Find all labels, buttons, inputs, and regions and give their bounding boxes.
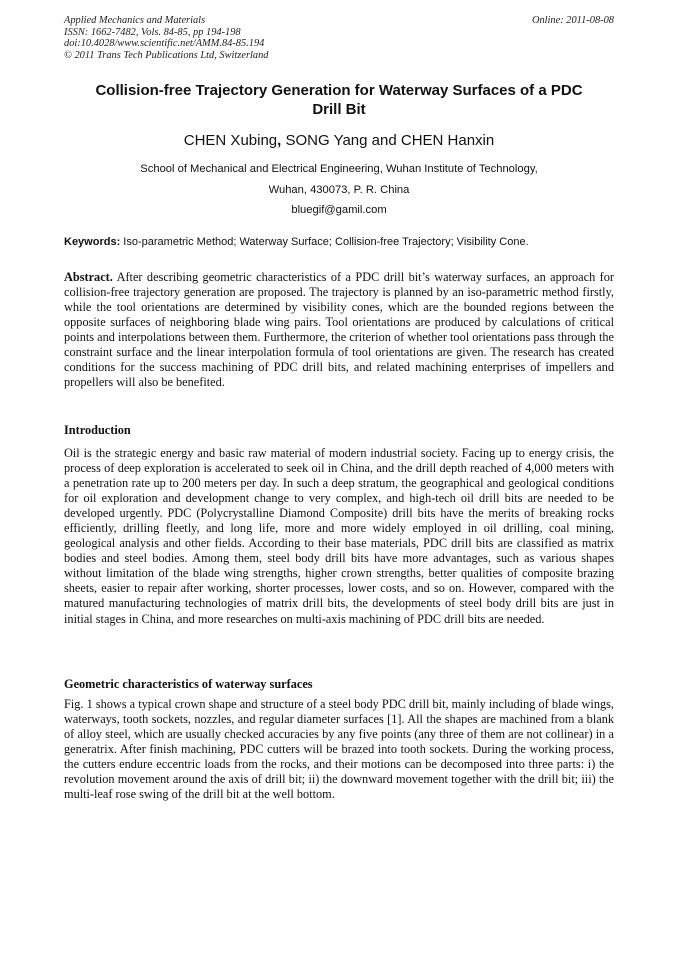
copyright-line: © 2011 Trans Tech Publications Ltd, Switzerland [64,49,269,61]
author-2: SONG Yang [281,132,368,149]
abstract [64,270,614,390]
geometric-characteristics-paragraph: Fig. 1 shows a typical crown shape and structure of a steel body PDC drill bit, mainly including of blade wings, waterways, tooth sockets, nozzles, and regular diameter surfaces [1]. All the shapes are machined from a blank of alloy steel, which are usually checked accuracies by any five points (any three of them are not collinear) in a generatrix. After finish machining, PDC cutters will be brazed into tooth sockets. During the working process, the cutters endure eccentric loads from the rocks, and their motions can be decomposed into three parts: i) the revolution movement around the axis of drill bit; ii) the downward movement together with the drill bit; iii) the multi-leaf rose swing of the drill bit at the well bottom. [64,697,614,802]
online-date: Online: 2011-08-08 [531,15,614,26]
doi-line: doi:10.4028/www.scientific.net/AMM.84-85.194 [64,38,265,50]
affiliation-line-1: School of Mechanical and Electrical Engineering, Wuhan Institute of Technology, [140,163,538,175]
abstract-text: After describing geometric characteristics of a PDC drill bit’s waterway surfaces, an approach for collision-free trajectory generation are proposed. The trajectory is planned by an iso-parametric method firstly, while the tool orientations are determined by visibility cones, which are the bounded regions between the opposite surfaces of neighboring blade wing pairs. Tool orientations are produced by calculations of critical points and interpolations between them. Furthermore, the criterion of whether tool orientations pass through the constraint surface and the linear interpolation formula of tool orientations are given. The research has created conditions for the success machining of PDC drill bits, and related machining enterprises of impellers and propellers will also be benefited. [64,270,614,390]
affiliation [64,159,614,221]
abstract-label: Abstract. [64,270,113,284]
author-email: bluegif@gamil.com [291,204,387,216]
keywords [64,235,624,250]
keywords-label: Keywords: [64,236,121,248]
introduction-paragraph: Oil is the strategic energy and basic raw material of modern industrial society. Facing up to energy crisis, the process of deep exploration is accelerated to seek oil in China, and the drill depth reached of 4,000 meters with a penetration rate up to 200 meters per day. In such a deep stratum, the geographical and geological conditions for oil exploration and development change to very complex, and high-tech oil drill bits are needed to be developed urgently. PDC (Polycrystalline Diamond Composite) drill bits have the merits of breaking rocks efficiently, drilling fleetly, and long life, more and more widely employed in oil drilling, coal mining, geological analysis and other fields. According to their base materials, PDC drill bits are classified as matrix bodies and steel bodies. Among them, steel body drill bits have more advantages, such as various shapes without limitation of the blade wing strengths, higher crown strengths, better qualities of composite brazing sheets, easier to repair after working, shorter processes, lower costs, and so on. However, compared with the matured manufacturing technologies of matrix drill bits, the developments of steel body drill bits are just in initial stages in China, and more researches on multi-axis machining of PDC drill bits are needed. [64,446,614,626]
geometric-characteristics-heading: Geometric characteristics of waterway surfaces [64,677,313,691]
author-separator: , [277,132,282,149]
author-conjunction: and [367,132,401,149]
journal-header [64,15,268,61]
author-list [64,131,614,150]
title-line-2: Drill Bit [312,101,366,118]
author-1: CHEN Xubing [183,132,278,149]
affiliation-line-2: Wuhan, 430073, P. R. China [268,183,410,196]
keywords-text: Iso-parametric Method; Waterway Surface; Collision-free Trajectory; Visibility Cone. [120,236,529,248]
author-3: CHEN Hanxin [400,132,495,149]
introduction-heading: Introduction [64,423,131,437]
paper-title [64,81,614,119]
journal-name: Applied Mechanics and Materials [64,15,206,26]
title-line-1: Collision-free Trajectory Generation for Waterway Surfaces of a PDC [95,82,583,99]
issn-line: ISSN: 1662-7482, Vols. 84-85, pp 194-198 [64,26,241,38]
